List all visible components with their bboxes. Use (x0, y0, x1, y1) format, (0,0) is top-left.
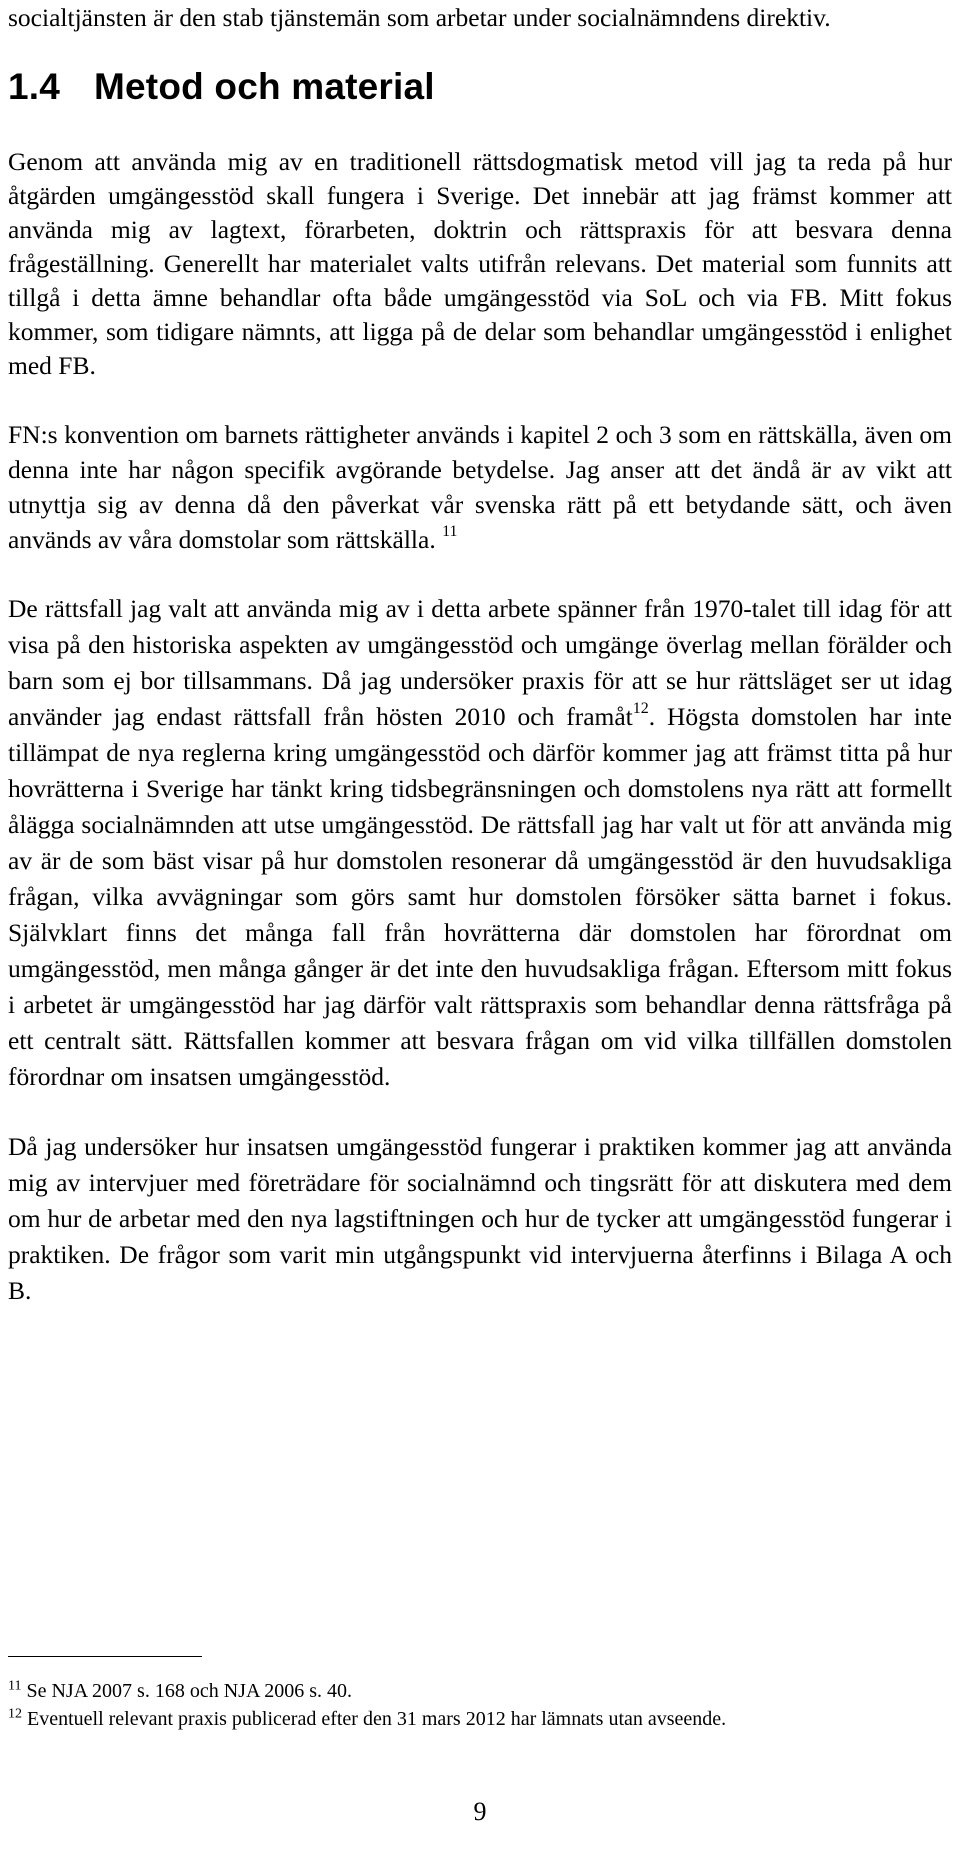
paragraph-convention-text: FN:s konvention om barnets rättigheter används i kapitel 2 och 3 som en rättskälla, även om denna inte har någon specifik avgörande betydelse. Jag anser att det ändå är av vikt att utnyttja sig av denna då den påverkat vår svenska rätt på ett betydande sätt, och även används av våra domstolar som rättskälla. (8, 420, 952, 554)
paragraph-interviews: Då jag undersöker hur insatsen umgängesstöd fungerar i praktiken kommer jag att använda mig av intervjuer med företrädare för socialnämnd och tingsrätt för att diskutera med dem om hur de arbetar med den nya lagstiftningen och hur de tycker att umgängesstöd fungerar i praktiken. De frågor som varit min utgångspunkt vid intervjuerna återfinns i Bilaga A och B. (8, 1132, 952, 1305)
document-page (8, 0, 952, 1851)
paragraph-case-law-text-before: De rättsfall jag valt att använda mig av i detta arbete spänner från 1970-talet till idag för att visa på den historiska aspekten av umgängesstöd och umgänge överlag mellan förälder och barn som ej bor tillsammans. Då jag undersöker praxis för att se hur rättsläget ser ut idag använder jag endast rättsfall från hösten 2010 och framåt (8, 594, 952, 731)
footnote-12 (8, 1705, 952, 1733)
page-number: 9 (473, 1797, 487, 1826)
footnote-11 (8, 1677, 952, 1705)
intro-paragraph: socialtjänsten är den stab tjänstemän som arbetar under socialnämndens direktiv. (8, 3, 831, 32)
paragraph-case-law (8, 591, 952, 1095)
footnotes (8, 1677, 952, 1733)
footnote-ref-12: 12 (632, 700, 649, 717)
footnote-divider (8, 1656, 202, 1657)
footnote-number: 11 (8, 1678, 22, 1694)
footnote-text: Se NJA 2007 s. 168 och NJA 2006 s. 40. (26, 1680, 353, 1702)
footnote-ref-11: 11 (442, 523, 458, 540)
footnote-number: 12 (8, 1706, 22, 1722)
paragraph-method: Genom att använda mig av en traditionell rättsdogmatisk metod vill jag ta reda på hur åtgärden umgängesstöd skall fungera i Sverige. Det innebär att jag främst kommer att använda mig av lagtext, förarbeten, doktrin och rättspraxis för att besvara denna frågeställning. Generellt har materialet valts utifrån relevans. Det material som funnits att tillgå i detta ämne behandlar ofta både umgängesstöd via SoL och via FB. Mitt fokus kommer, som tidigare nämnts, att ligga på de delar som behandlar umgängesstöd i enlighet med FB. (8, 147, 952, 380)
paragraph-case-law-text-after: . Högsta domstolen har inte tillämpat de nya reglerna kring umgängesstöd och därför kommer jag att främst titta på hur hovrätterna i Sverige har tänkt kring tidsbegränsningen och domstolens nya rätt att formellt ålägga socialnämnden att utse umgängesstöd. De rättsfall jag har valt ut för att använda mig av är de som bäst visar på hur domstolen resonerar då umgängesstöd är den huvudsakliga frågan, vilka avvägningar som görs samt hur domstolen försöker sätta barnet i fokus. Självklart finns det många fall från hovrätterna där domstolen har förordnat om umgängesstöd, men många gånger är det inte den huvudsakliga frågan. Eftersom mitt fokus i arbetet är umgängesstöd har jag därför valt rättspraxis som behandlar denna rättsfråga på ett centralt sätt. Rättsfallen kommer att besvara frågan om vid vilka tillfällen domstolen förordnar om insatsen umgängesstöd. (8, 702, 952, 1091)
section-number: 1.4 (8, 66, 61, 107)
section-title: Metod och material (94, 66, 435, 107)
paragraph-convention (8, 417, 952, 557)
footnote-text: Eventuell relevant praxis publicerad efter den 31 mars 2012 har lämnats utan avseende. (27, 1708, 727, 1730)
section-heading (8, 65, 952, 109)
